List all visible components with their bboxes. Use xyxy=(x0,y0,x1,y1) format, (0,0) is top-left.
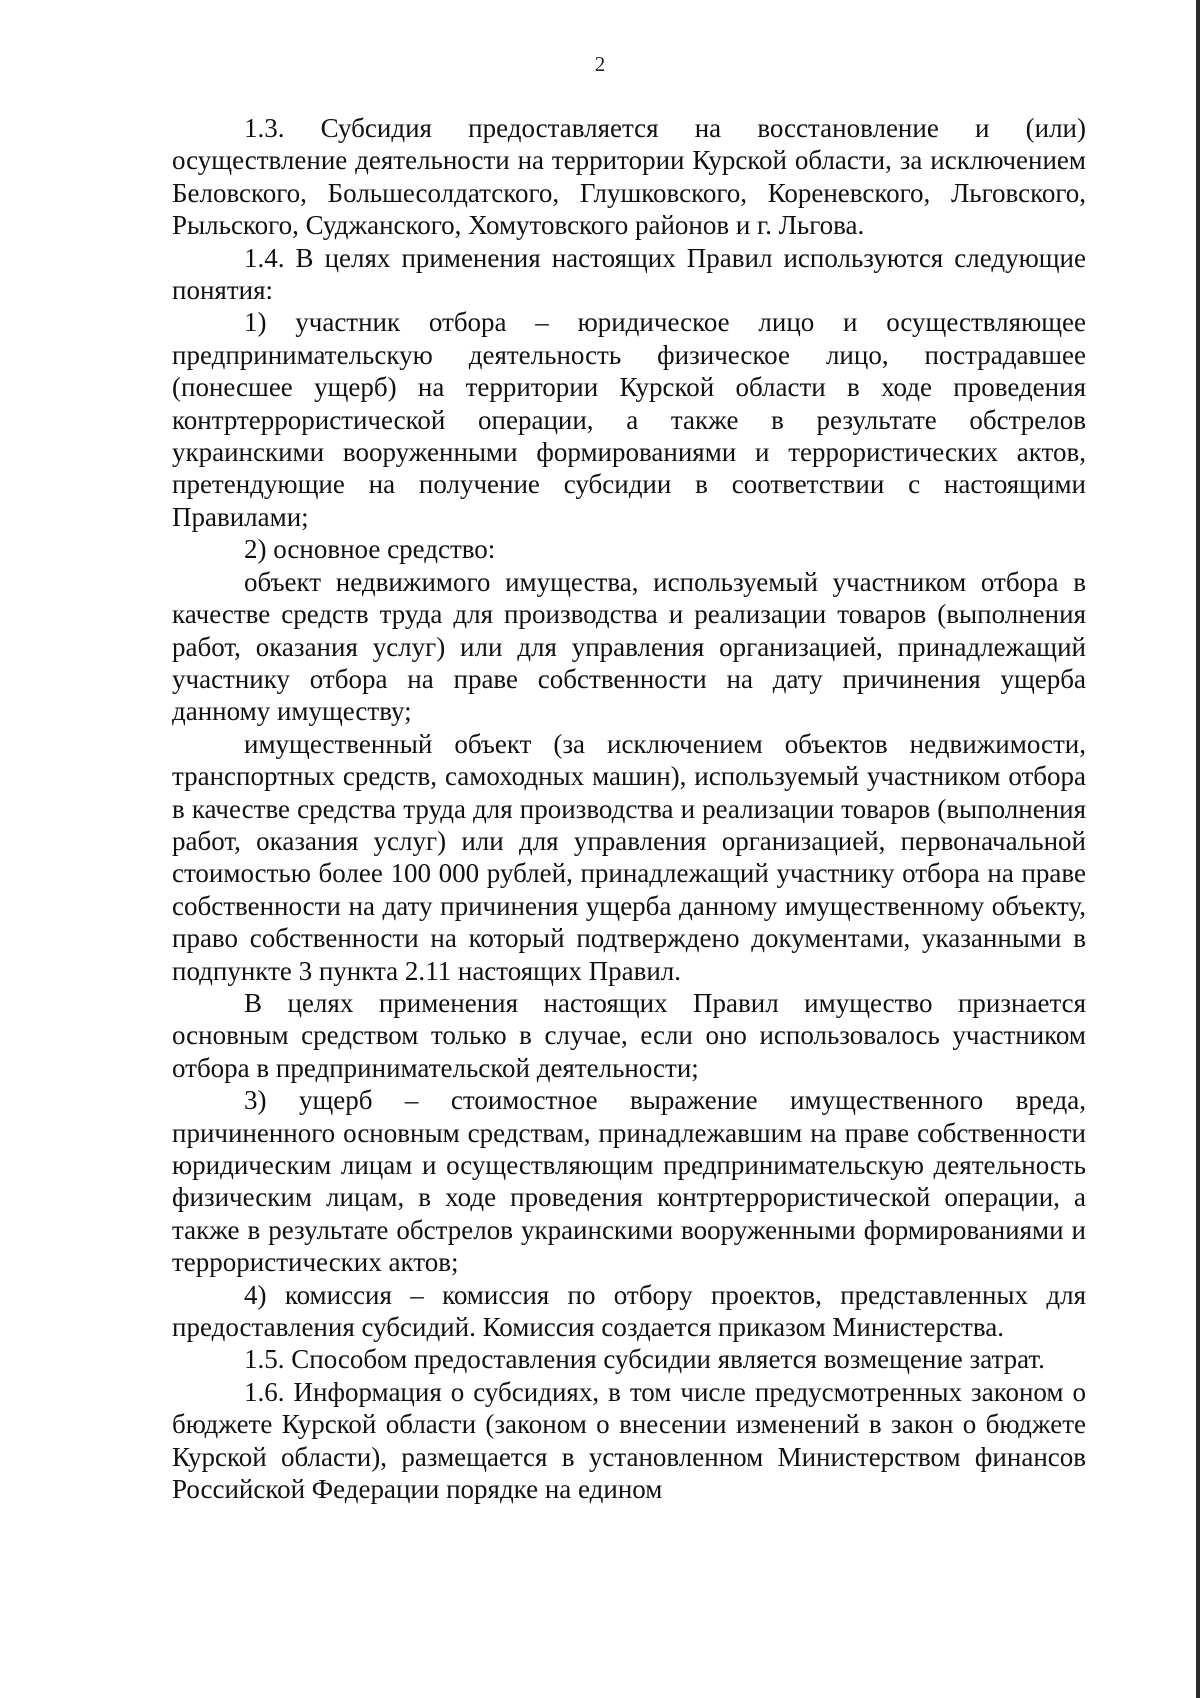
paragraph-1-6: 1.6. Информация о субсидиях, в том числе предусмотренных законом о бюджете Курской области (законом о внесении изменений в закон о бюджете Курской области), размещается в установленном Министерством финансов Российской Федерации порядке на едином xyxy=(172,1376,1086,1505)
scan-edge-shadow xyxy=(1196,0,1200,1698)
paragraph-1-5: 1.5. Способом предоставления субсидии является возмещение затрат. xyxy=(244,1344,1045,1375)
page-number: 2 xyxy=(594,52,606,76)
paragraph-definition-damage: 3) ущерб – стоимостное выражение имущественного вреда, причиненного основным средствам, принадлежавшим на праве собственности юридическим лицам и осуществляющим предпринимательскую деятельность физическим лицам, в ходе проведения контртеррористической операции, а также в результате обстрелов украинскими вооруженными формированиями и террористических актов; xyxy=(172,1085,1086,1278)
paragraph-definition-participant: 1) участник отбора – юридическое лицо и осуществляющее предпринимательскую деятельность физическое лицо, пострадавшее (понесшее ущерб) на территории Курской области в ходе проведения контртеррористической операции, а также в результате обстрелов украинскими вооруженными формированиями и террористических актов, претендующие на получение субсидии в соответствии с настоящими Правилами; xyxy=(172,307,1086,532)
paragraph-property-object: имущественный объект (за исключением объектов недвижимости, транспортных средств, самоходных машин), используемый участником отбора в качестве средства труда для производства и реализации товаров (выполнения работ, оказания услуг) или для управления организацией, первоначальной стоимостью более 100 000 рублей, принадлежащий участнику отбора на праве собственности на дату причинения ущерба данному имущественному объекту, право собственности на который подтверждено документами, указанными в подпункте 3 пункта 2.11 настоящих Правил. xyxy=(172,728,1086,986)
paragraph-real-estate-object: объект недвижимого имущества, используемый участником отбора в качестве средств труда для производства и реализации товаров (выполнения работ, оказания услуг) или для управления организацией, принадлежащий участнику отбора на праве собственности на дату причинения ущерба данному имуществу; xyxy=(172,566,1086,727)
paragraph-fixed-asset-condition: В целях применения настоящих Правил имущество признается основным средством только в случае, если оно использовалось участником отбора в предпринимательской деятельности; xyxy=(172,987,1086,1083)
paragraph-1-4: 1.4. В целях применения настоящих Правил используются следующие понятия: xyxy=(172,242,1086,306)
document-body xyxy=(172,112,1086,1505)
paragraph-definition-commission: 4) комиссия – комиссия по отбору проектов, представленных для предоставления субсидий. Комиссия создается приказом Министерства. xyxy=(172,1279,1086,1343)
paragraph-definition-fixed-asset: 2) основное средство: xyxy=(244,534,496,565)
paragraph-1-3: 1.3. Субсидия предоставляется на восстановление и (или) осуществление деятельности на территории Курской области, за исключением Беловского, Большесолдатского, Глушковского, Кореневского, Льговского, Рыльского, Суджанского, Хомутовского районов и г. Льгова. xyxy=(172,113,1086,241)
